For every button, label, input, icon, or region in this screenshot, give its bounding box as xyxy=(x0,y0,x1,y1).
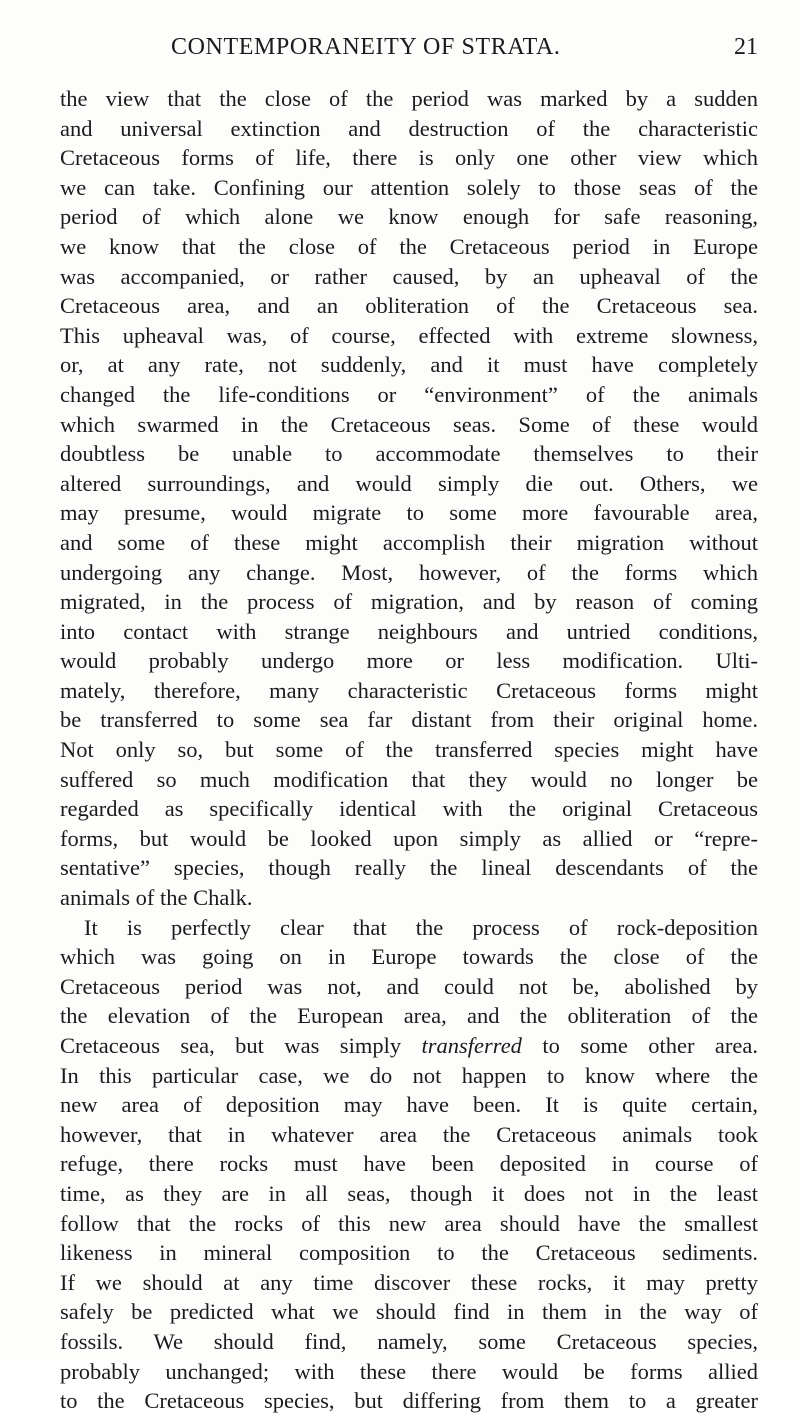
text-line: Not only so, but some of the transferred species might have xyxy=(60,737,758,763)
text-line: the elevation of the European area, and the obliteration of the xyxy=(60,1003,758,1029)
text-line: probably unchanged; with these there would be forms allied xyxy=(60,1358,758,1384)
text-line: altered surroundings, and would simply die out. Others, we xyxy=(60,470,758,496)
text-line: likeness in mineral composition to the Cretaceous sediments. xyxy=(60,1240,758,1266)
text-line: Cretaceous period was not, and could not be, abolished by xyxy=(60,973,758,999)
running-title: CONTEMPORANEITY OF STRATA. xyxy=(171,34,561,60)
paragraph-start-line: It is perfectly clear that the process of rock-deposition xyxy=(84,914,758,940)
text-line: This upheaval was, of course, effected with extreme slowness, xyxy=(60,322,758,348)
text-line: doubtless be unable to accommodate themselves to their xyxy=(60,441,758,467)
text-line: forms, but would be looked upon simply as allied or “repre- xyxy=(60,825,758,851)
text-line: be transferred to some sea far distant from their original home. xyxy=(60,707,758,733)
text-line: and some of these might accomplish their migration without xyxy=(60,529,758,555)
text-line: was accompanied, or rather caused, by an upheaval of the xyxy=(60,263,758,289)
text-line: undergoing any change. Most, however, of the forms which xyxy=(60,559,758,585)
text-line: however, that in whatever area the Cretaceous animals took xyxy=(60,1121,758,1147)
emphasis-word: transferred xyxy=(421,1033,522,1058)
text-line: or, at any rate, not suddenly, and it must have completely xyxy=(60,352,758,378)
text-line: regarded as specifically identical with the original Cretaceous xyxy=(60,796,758,822)
text-line: sentative” species, though really the lineal descendants of the xyxy=(60,855,758,881)
text-line: we can take. Confining our attention solely to those seas of the xyxy=(60,174,758,200)
text-line: Cretaceous forms of life, there is only one other view which xyxy=(60,145,758,171)
text-line: into contact with strange neighbours and untried conditions, xyxy=(60,618,758,644)
text-line: the view that the close of the period was marked by a sudden xyxy=(60,86,758,111)
text-line: Cretaceous area, and an obliteration of the Cretaceous sea. xyxy=(60,293,758,319)
text-line: period of which alone we know enough for safe reasoning, xyxy=(60,204,758,230)
page-number: 21 xyxy=(734,34,758,60)
text-line: which was going on in Europe towards the close of the xyxy=(60,944,758,970)
text-line: If we should at any time discover these rocks, it may pretty xyxy=(60,1269,758,1295)
text-line: In this particular case, we do not happen to know where the xyxy=(60,1062,758,1088)
text-line: time, as they are in all seas, though it does not in the least xyxy=(60,1180,758,1206)
text-line: and universal extinction and destruction of the characteristic xyxy=(60,115,758,141)
text-line: to the Cretaceous species, but differing from them to a greater xyxy=(60,1388,758,1414)
text-line: changed the life-conditions or “environment” of the animals xyxy=(60,381,758,407)
text-line: follow that the rocks of this new area should have the smallest xyxy=(60,1210,758,1236)
text-line: may presume, would migrate to some more favourable area, xyxy=(60,500,758,526)
text-line: we know that the close of the Cretaceous period in Europe xyxy=(60,233,758,259)
text-line: would probably undergo more or less modification. Ulti- xyxy=(60,648,758,674)
paragraph-end-line: animals of the Chalk. xyxy=(60,885,253,911)
text-line: migrated, in the process of migration, and by reason of coming xyxy=(60,589,758,615)
text-line: new area of deposition may have been. It is quite certain, xyxy=(60,1092,758,1118)
text-line: mately, therefore, many characteristic Cretaceous forms might xyxy=(60,677,758,703)
text-line: refuge, there rocks must have been deposited in course of xyxy=(60,1151,758,1177)
running-head xyxy=(60,34,760,70)
text-line: which swarmed in the Cretaceous seas. Some of these would xyxy=(60,411,758,437)
text-line: safely be predicted what we should find in them in the way of xyxy=(60,1299,758,1325)
body-text xyxy=(60,84,758,1416)
text-line: Cretaceous sea, but was simply transferred to some other area. xyxy=(60,1033,758,1058)
text-line: fossils. We should find, namely, some Cretaceous species, xyxy=(60,1328,758,1354)
text-line: suffered so much modification that they would no longer be xyxy=(60,766,758,792)
